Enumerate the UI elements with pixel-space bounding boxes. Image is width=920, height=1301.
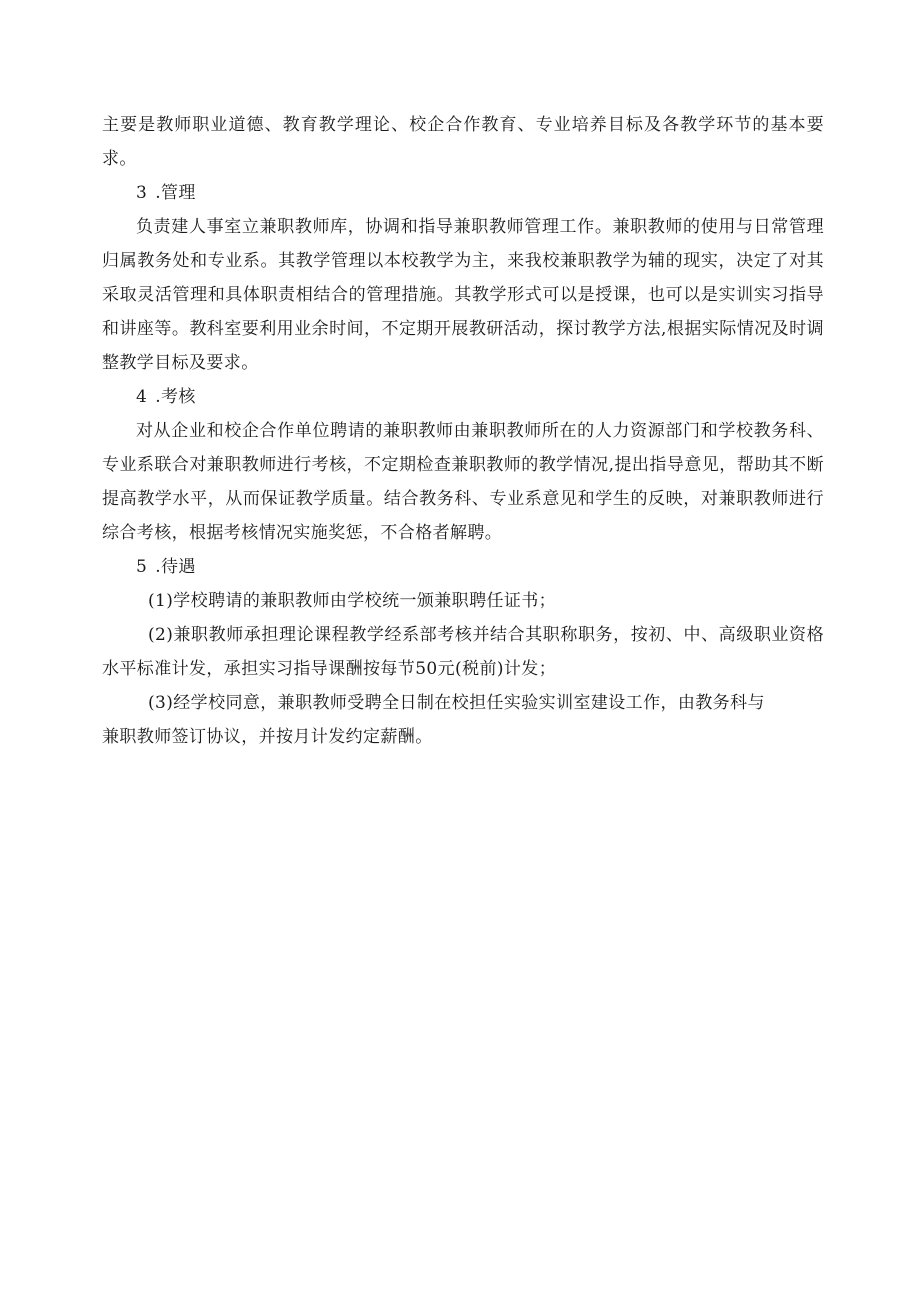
document-body <box>102 108 824 754</box>
section-heading-assessment <box>102 380 824 414</box>
management-paragraph: 负责建人事室立兼职教师库，协调和指导兼职教师管理工作。兼职教师的使用与日常管理归属教务处和专业系。其教学管理以本校教学为主，来我校兼职教学为辅的现实，决定了对其采取灵活管理和具体职责相结合的管理措施。其教学形式可以是授课，也可以是实训实习指导和讲座等。教科室要利用业余时间，不定期开展教研活动，探讨教学方法,根据实际情况及时调整教学目标及要求。 <box>102 217 824 373</box>
compensation-item-3: (3)经学校同意，兼职教师受聘全日制在校担任实验实训室建设工作，由教务科与 <box>148 693 765 713</box>
section-number: 3 <box>136 183 148 203</box>
compensation-tail-line: 兼职教师签订协议，并按月计发约定薪酬。 <box>102 727 433 747</box>
section-heading-compensation <box>102 550 824 584</box>
section-heading-management <box>102 176 824 210</box>
section-title: .考核 <box>155 387 196 407</box>
compensation-item-2: (2)兼职教师承担理论课程教学经系部考核并结合其职称职务，按初、中、高级职业资格水平标准计发，承担实习指导课酬按每节50元(税前)计发； <box>102 625 824 679</box>
section-number: 4 <box>136 387 148 407</box>
section-title: .管理 <box>155 183 196 203</box>
section-number: 5 <box>136 557 148 577</box>
assessment-paragraph: 对从企业和校企合作单位聘请的兼职教师由兼职教师所在的人力资源部门和学校教务科、专业系联合对兼职教师进行考核，不定期检查兼职教师的教学情况,提出指导意见，帮助其不断提高教学水平，从而保证教学质量。结合教务科、专业系意见和学生的反映，对兼职教师进行综合考核，根据考核情况实施奖惩，不合格者解聘。 <box>102 421 824 543</box>
intro-paragraph: 主要是教师职业道德、教育教学理论、校企合作教育、专业培养目标及各教学环节的基本要求。 <box>102 115 824 169</box>
section-title: .待遇 <box>155 557 196 577</box>
compensation-item-1: (1)学校聘请的兼职教师由学校统一颁兼职聘任证书； <box>148 591 557 611</box>
